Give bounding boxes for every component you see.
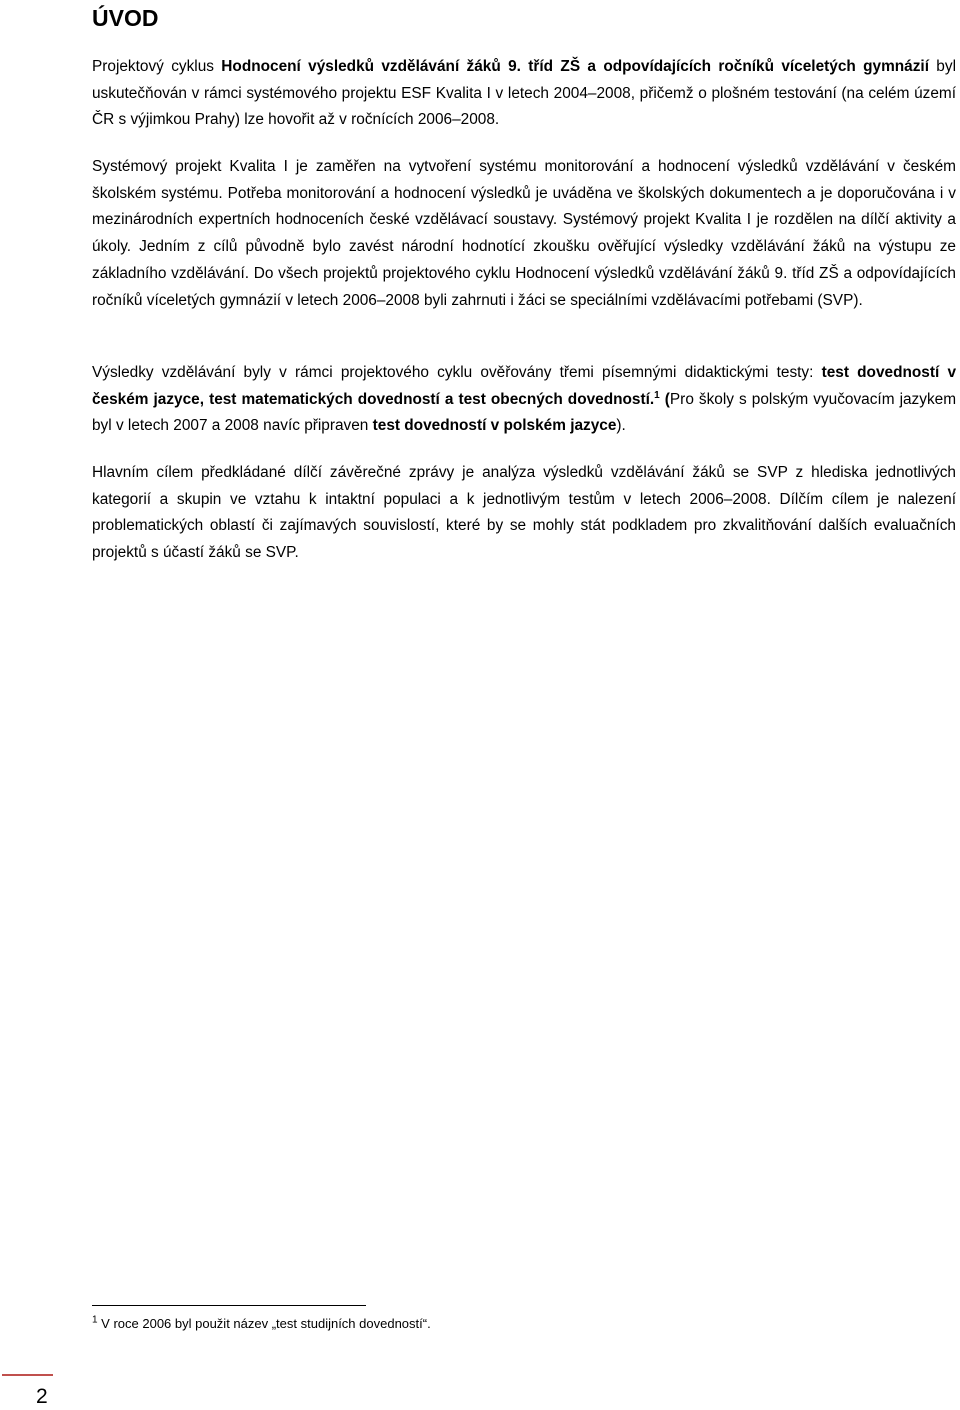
text-segment: byl uskutečňován v rámci systémového projektu ESF Kvalita I v letech 2004–2008, přičemž o plošném testování (na celém území ČR s výjimkou Prahy) lze hovořit až v ročnících 2006–2008. — [92, 58, 956, 129]
text-segment-bold: test dovedností v českém jazyce, test matematických dovedností a test obecných dovedností. — [92, 364, 956, 408]
footnote — [92, 1315, 431, 1333]
page-title: ÚVOD — [92, 5, 159, 31]
paragraph-project — [92, 154, 956, 314]
text-segment-bold: test dovedností v polském jazyce — [372, 417, 617, 435]
footnote-marker: 1 — [92, 1314, 98, 1326]
text-segment-bold: Hodnocení výsledků vzdělávání žáků 9. tříd ZŠ a odpovídajících ročníků víceletých gymnázií — [221, 58, 929, 75]
paragraph-intro — [92, 54, 956, 134]
paragraph-tests — [92, 360, 956, 440]
page-number: 2 — [36, 1385, 48, 1408]
text-segment: Výsledky vzdělávání byly v rámci projektového cyklu ověřovány třemi písemnými didaktickými testy: — [92, 364, 822, 381]
text-segment: Pro školy s polským vyučovacím jazykem byl v letech 2007 a 2008 navíc připraven — [92, 390, 957, 435]
text-segment: Hlavním cílem předkládané dílčí závěrečné zprávy je analýza výsledků vzdělávání žáků se SVP z hlediska jednotlivých kategorií a skupin ve vztahu k intaktní populaci a k jednotlivým testům v letech 2006–2008. Dílčím cílem je nalezení problematických oblastí či zajímavých souvislostí, které by se mohly stát podkladem pro zkvalitňování dalších evaluačních projektů s účastí žáků se SVP. — [92, 464, 956, 562]
footnote-reference[interactable]: 1 — [654, 389, 660, 401]
paragraph-goal — [92, 460, 956, 567]
page-number-rule — [2, 1374, 53, 1376]
text-segment-bold: ( — [659, 390, 670, 408]
text-segment: Projektový cyklus — [92, 58, 222, 75]
footnote-divider — [92, 1305, 366, 1306]
text-segment: ). — [616, 417, 626, 435]
text-segment: Systémový projekt Kvalita I je zaměřen na vytvoření systému monitorování a hodnocení výsledků vzdělávání v českém školském systému. Potřeba monitorování a hodnocení výsledků je uváděna ve školských dokumentech a je doporučována i v mezinárodních expertních hodnoceních české vzdělávací soustavy. Systémový projekt Kvalita I je rozdělen na dílčí aktivity a úkoly. Jedním z cílů původně bylo zavést národní hodnotící zkoušku ověřující výsledky vzdělávání žáků na výstupu ze základního vzdělávání. Do všech projektů projektového cyklu Hodnocení výsledků vzdělávání žáků 9. tříd ZŠ a odpovídajících ročníků víceletých gymnázií v letech 2006–2008 byli zahrnuti i žáci se speciálními vzdělávacími potřebami (SVP). — [92, 158, 956, 309]
footnote-text: V roce 2006 byl použit název „test studijních dovedností“. — [97, 1316, 431, 1331]
